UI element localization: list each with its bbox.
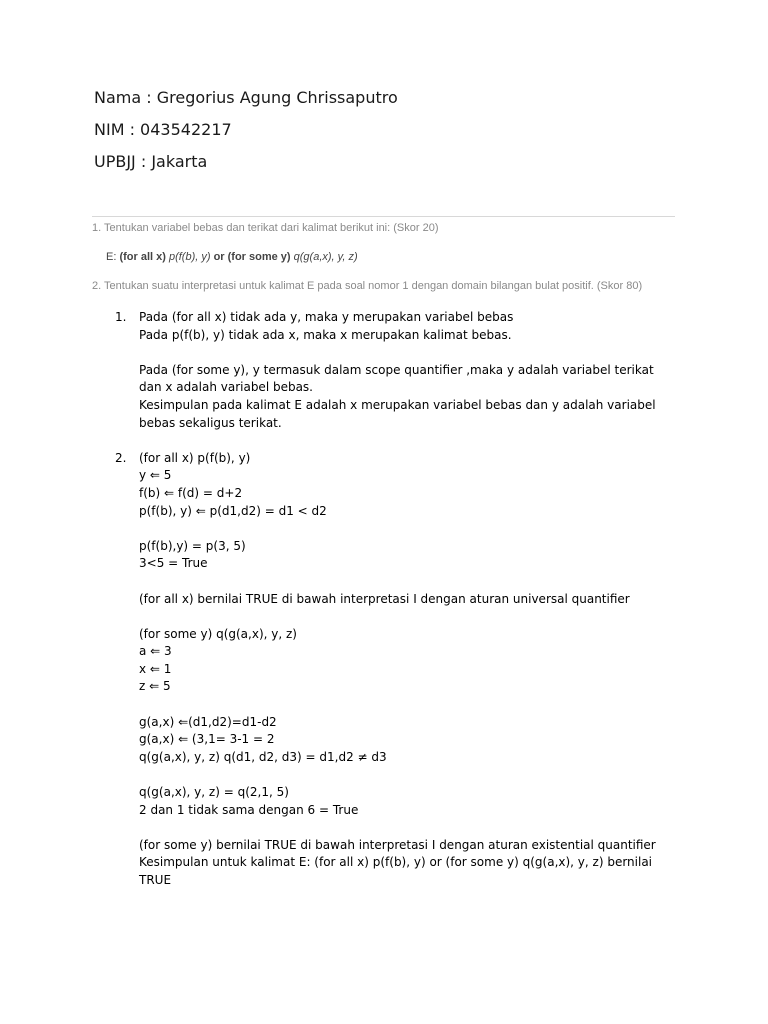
a2-line: p(f(b), y) ⇐ p(d1,d2) = d1 < d2 [139,503,327,518]
answer-1 [115,309,675,432]
a2-line: (for some y) q(g(a,x), y, z) [139,626,297,641]
a2-line [139,766,675,784]
a1-line: Kesimpulan pada kalimat E adalah x merupakan variabel bebas dan y adalah variabel bebas sekaligus terikat. [139,397,656,430]
a2-line: y ⇐ 5 [139,468,172,483]
student-upbjj: UPBJJ : Jakarta [94,152,208,171]
a2-line: f(b) ⇐ f(d) = d+2 [139,485,243,500]
sentence-e [106,250,675,265]
sentence-e-prefix: E: [106,251,120,263]
a1-line: Pada (for some y), y termasuk dalam scope quantifier ,maka y adalah variabel terikat dan x adalah variabel bebas. [139,362,654,395]
sentence-e-forsome: (for some y) [224,251,291,263]
a2-line [139,608,675,626]
student-nim: NIM : 043542217 [94,120,232,139]
a1-line: Pada p(f(b), y) tidak ada x, maka x merupakan kalimat bebas. [139,327,512,342]
sentence-e-forall: (for all x) [119,251,166,263]
question-1: 1. Tentukan variabel bebas dan terikat dari kalimat berikut ini: (Skor 20) [92,222,439,234]
a2-line: g(a,x) ⇐(d1,d2)=d1-d2 [139,714,277,729]
a2-line: p(f(b),y) = p(3, 5) [139,538,246,553]
a2-line: 3<5 = True [139,556,208,571]
question-screenshot [92,216,675,294]
student-name: Nama : Gregorius Agung Chrissaputro [94,88,398,107]
a1-line: Pada (for all x) tidak ada y, maka y merupakan variabel bebas [139,310,514,324]
a2-line: Kesimpulan untuk kalimat E: (for all x) p(f(b), y) or (for some y) q(g(a,x), y, z) bernilai TRUE [139,855,653,887]
a2-line: (for all x) p(f(b), y) [139,450,251,465]
sentence-e-q: q(g(a,x), y, z) [290,251,358,263]
a2-line: q(g(a,x), y, z) q(d1, d2, d3) = d1,d2 ≠ d3 [139,749,387,764]
a2-line: z ⇐ 5 [139,679,171,694]
question-2: 2. Tentukan suatu interpretasi untuk kalimat E pada soal nomor 1 dengan domain bilangan bulat positif. (Skor 80) [92,280,643,292]
a2-line [139,819,675,837]
answer-2-body [139,450,675,890]
sentence-e-p: p(f(b), y) [165,251,214,263]
a2-line: g(a,x) ⇐ (3,1= 3-1 = 2 [139,732,275,747]
a2-line: 2 dan 1 tidak sama dengan 6 = True [139,802,359,817]
answer-spacer [115,432,675,450]
answers [115,309,675,890]
a2-line: q(g(a,x), y, z) = q(2,1, 5) [139,785,289,800]
student-header [94,88,398,184]
a1-line [139,344,675,362]
answer-1-number: 1. [115,310,127,324]
a2-line [139,696,675,714]
answer-2-number: 2. [115,450,127,465]
a2-line: x ⇐ 1 [139,661,172,676]
a2-line: (for all x) bernilai TRUE di bawah interpretasi I dengan aturan universal quantifier [139,591,630,606]
answer-2 [115,450,675,890]
a2-line: (for some y) bernilai TRUE di bawah interpretasi I dengan aturan existential quantifier [139,837,656,852]
sentence-e-or: or [213,251,225,263]
a2-line [139,573,675,591]
answer-1-body [139,309,675,432]
a2-line [139,520,675,538]
a2-line: a ⇐ 3 [139,644,172,659]
